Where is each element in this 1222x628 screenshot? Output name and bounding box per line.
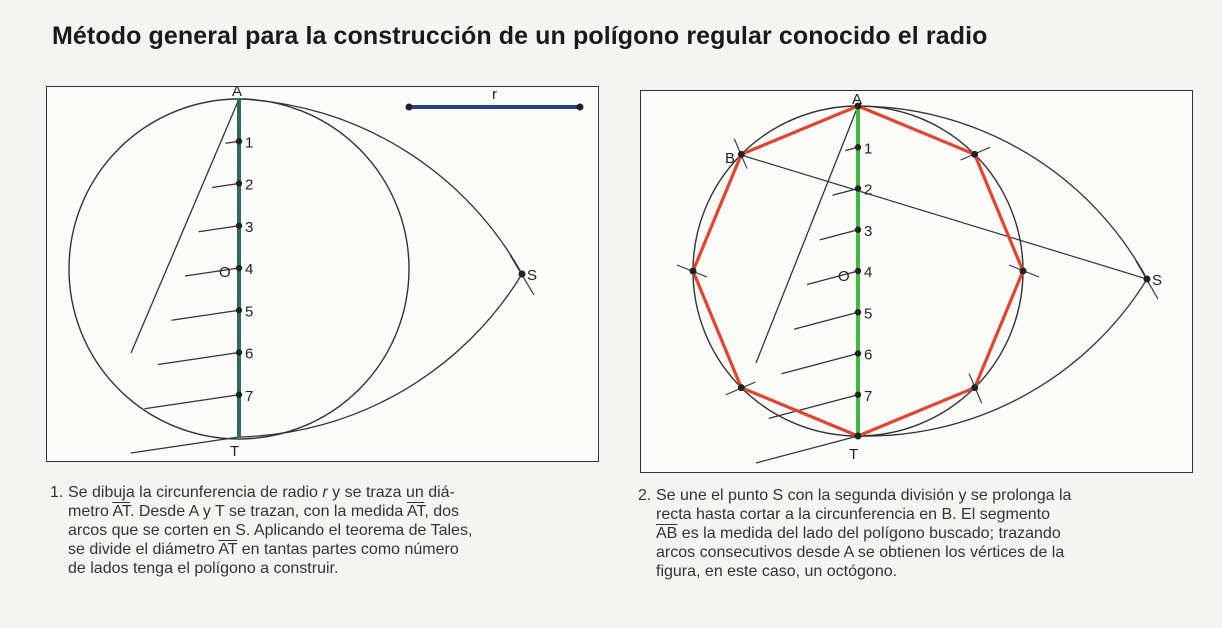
division-point-6 xyxy=(855,350,861,356)
parallel-line-7 xyxy=(145,395,240,409)
caption-segment-notation: $\overline{AT}$ xyxy=(406,503,425,520)
radius-endpoint-right xyxy=(577,104,584,111)
division-point-4 xyxy=(236,265,242,271)
division-point-7 xyxy=(236,392,242,398)
caption-text: figura, en este caso, un octógono. xyxy=(656,563,898,580)
point-s xyxy=(519,271,526,278)
division-point-6 xyxy=(236,349,242,355)
division-label-7: 7 xyxy=(245,387,254,405)
parallel-line-7 xyxy=(769,395,858,419)
division-label-1: 1 xyxy=(245,134,254,152)
division-label-7: 7 xyxy=(864,387,873,405)
division-label-3: 3 xyxy=(245,218,254,236)
auxiliary-line xyxy=(756,106,858,363)
figure-1-diagram xyxy=(47,87,598,461)
caption-segment-notation: $\overline{AT}$ xyxy=(218,541,238,558)
parallel-line-last xyxy=(131,437,239,453)
caption-line xyxy=(50,559,472,578)
step-number: 2. xyxy=(638,487,652,504)
auxiliary-line xyxy=(131,99,239,353)
caption-line xyxy=(50,521,472,540)
caption-line xyxy=(50,502,472,521)
octagon-vertex-4 xyxy=(971,384,978,391)
caption-line xyxy=(638,486,1071,505)
octagon-vertex-2 xyxy=(971,151,978,158)
caption-text: arcos que se corten en S. Aplicando el teorema de Tales, xyxy=(68,522,473,539)
division-point-7 xyxy=(855,392,861,398)
division-point-2 xyxy=(236,180,242,186)
point-o-label: O xyxy=(838,268,850,285)
caption-text: Se dibuja la circunferencia de radio xyxy=(68,484,323,501)
parallel-line-last xyxy=(756,436,858,463)
octagon-vertex-8 xyxy=(738,151,745,158)
caption-text: , dos xyxy=(424,503,460,520)
division-label-5: 5 xyxy=(864,305,873,323)
division-label-1: 1 xyxy=(864,140,873,158)
caption-text: en tantas partes como número xyxy=(237,541,459,558)
division-point-1 xyxy=(855,144,861,150)
parallel-line-4 xyxy=(185,268,239,276)
division-point-3 xyxy=(855,227,861,233)
caption-step-1 xyxy=(50,483,472,578)
parallel-line-3 xyxy=(199,226,240,232)
parallel-line-3 xyxy=(820,230,858,240)
parallel-line-6 xyxy=(158,353,239,365)
division-label-2: 2 xyxy=(864,181,873,199)
division-label-4: 4 xyxy=(864,264,873,281)
caption-text: . Desde A y T se trazan, con la medida xyxy=(129,503,407,520)
division-label-2: 2 xyxy=(245,176,254,194)
point-a-label: A xyxy=(232,87,243,100)
division-point-2 xyxy=(855,185,861,191)
figure-1-panel xyxy=(46,86,599,462)
parallel-line-5 xyxy=(794,312,858,329)
point-a-label: A xyxy=(852,91,863,108)
caption-line xyxy=(638,562,1071,581)
division-label-5: 5 xyxy=(245,303,254,321)
division-point-5 xyxy=(236,307,242,313)
caption-line xyxy=(638,524,1071,543)
page-title: Método general para la construcción de un polígono regular conocido el radio xyxy=(52,22,988,50)
caption-text: metro xyxy=(68,503,113,520)
caption-text: de lados tenga el polígono a construir. xyxy=(68,560,339,577)
arc-from-t xyxy=(239,99,522,274)
caption-italic-variable: r xyxy=(322,484,328,501)
octagon-vertex-3 xyxy=(1020,268,1027,275)
arc-from-a xyxy=(858,279,1147,436)
caption-segment-notation: $\overline{AT}$ xyxy=(112,503,130,520)
caption-line xyxy=(638,505,1071,524)
parallel-line-4 xyxy=(807,271,858,285)
point-s xyxy=(1144,276,1151,283)
division-label-6: 6 xyxy=(864,346,873,364)
caption-segment-notation: $\overline{AB}$ xyxy=(656,525,678,542)
octagon-vertex-5 xyxy=(855,433,862,440)
caption-text: recta hasta cortar a la circunferencia en B. El segmento xyxy=(656,506,1050,523)
point-t-label: T xyxy=(230,443,240,460)
parallel-line-6 xyxy=(782,354,859,374)
division-point-4 xyxy=(855,268,861,274)
octagon-vertex-6 xyxy=(738,384,745,391)
division-point-3 xyxy=(236,223,242,229)
parallel-line-5 xyxy=(172,310,240,320)
parallel-line-2 xyxy=(212,184,239,188)
division-point-5 xyxy=(855,309,861,315)
caption-text: es la medida del lado del polígono buscado; trazando xyxy=(677,525,1061,542)
caption-text: y se traza un diá- xyxy=(327,484,455,501)
thales-parallels xyxy=(131,141,239,453)
division-point-1 xyxy=(236,138,242,144)
line-s-to-b xyxy=(741,155,1147,279)
point-s-label: S xyxy=(1152,272,1163,289)
caption-line xyxy=(50,540,472,559)
point-t-label: T xyxy=(849,446,859,463)
caption-line xyxy=(50,483,472,502)
arc-from-a xyxy=(239,274,522,437)
caption-text: se divide el diámetro xyxy=(68,541,219,558)
radius-endpoint-left xyxy=(406,104,413,111)
figure-2-panel xyxy=(640,90,1193,473)
point-s-label: S xyxy=(527,267,538,284)
division-label-4: 4 xyxy=(245,261,254,278)
division-label-3: 3 xyxy=(864,222,873,240)
point-o-label: O xyxy=(219,264,231,281)
radius-label: r xyxy=(492,87,497,103)
caption-line xyxy=(638,543,1071,562)
octagon-vertex-7 xyxy=(690,268,697,275)
caption-step-2 xyxy=(638,486,1071,581)
caption-text: Se une el punto S con la segunda división y se prolonga la xyxy=(656,487,1072,504)
step-number: 1. xyxy=(50,484,64,501)
point-b-label: B xyxy=(725,150,736,167)
figure-2-diagram xyxy=(641,91,1192,472)
division-label-6: 6 xyxy=(245,345,254,363)
caption-text: arcos consecutivos desde A se obtienen los vértices de la xyxy=(656,544,1065,561)
